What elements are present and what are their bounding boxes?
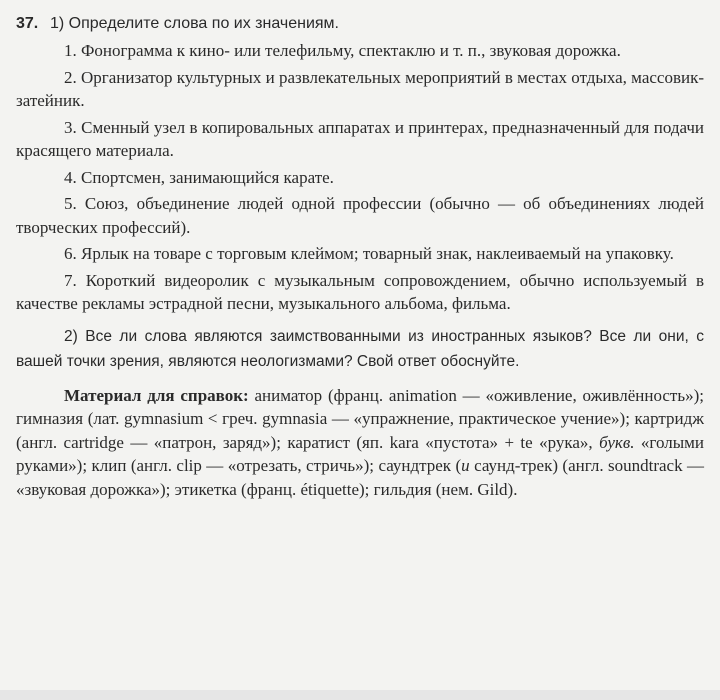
definition-item-4: 4. Спортсмен, занимающийся карате. — [64, 167, 334, 187]
page-bottom-strip — [0, 690, 720, 700]
reference-italic-i: и — [461, 456, 470, 475]
reference-text-b: «голыми руками»); клип (англ. clip — «отрезать, стричь»); саундтрек ( — [16, 432, 704, 475]
reference-material — [16, 384, 704, 502]
reference-italic-bukv: букв. — [599, 432, 635, 452]
definition-item-1: 1. Фонограмма к кино- или телефильму, спектаклю и т. п., звуковая дорожка. — [64, 41, 621, 60]
definition-item-5: 5. Союз, объединение людей одной профессии (обычно — об объединениях людей творческих профессий). — [16, 194, 704, 237]
reference-text-c: саунд-трек) (англ. soundtrack — «звуковая дорожка»); этикетка (франц. étiquette); гильдия (нем. Gild). — [16, 456, 705, 499]
task-header — [16, 12, 704, 35]
task-part2: 2) Все ли слова являются заимствованными из иностранных языков? Все ли они, с вашей точки зрения, являются неологизмами? Свой ответ обоснуйте. — [16, 327, 704, 370]
definition-item-7: 7. Короткий видеоролик с музыкальным сопровождением, обычно используемый в качестве рекламы эстрадной песни, музыкального альбома, фильма. — [16, 270, 704, 313]
definition-item-3: 3. Сменный узел в копировальных аппаратах и принтерах, предназначенный для подачи красящего материала. — [16, 117, 704, 160]
task-number: 37. — [16, 15, 39, 32]
reference-label: Материал для справок: — [64, 385, 249, 405]
reference-text-a: аниматор (франц. animation — «оживление, оживлённость»); гимназия (лат. gymnasium < греч. gymnasia — «упражнение, практическое учение»); картридж (англ. cartridge — «патрон, заряд»); каратист (яп. kara «пустота» + te «рука», — [16, 385, 704, 452]
definitions-list — [16, 39, 704, 316]
task-part1-intro: 1) Определите слова по их значениям. — [50, 15, 339, 32]
definition-item-2: 2. Организатор культурных и развлекательных мероприятий в местах отдыха, массовик-затейник. — [16, 67, 704, 110]
definition-item-6: 6. Ярлык на товаре с торговым клеймом; товарный знак, наклеиваемый на упаковку. — [64, 244, 674, 263]
